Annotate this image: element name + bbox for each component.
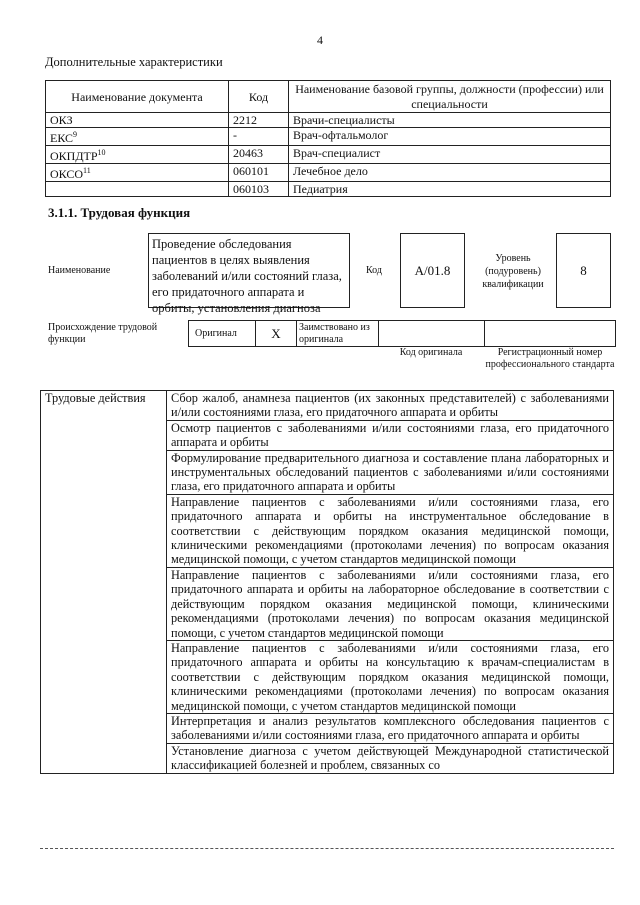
labor-action-item: Формулирование предварительного диагноза и составление плана лабораторных и инструментальных обследований пациентов с заболеваниями и/или состояниями глаза, его придаточного аппарата и орбиты [167, 450, 614, 494]
section-title: 3.1.1. Трудовая функция [48, 205, 191, 220]
table-row [46, 128, 611, 146]
code-original-cell [379, 321, 485, 346]
document-cell [46, 113, 229, 128]
group-name-cell: Педиатрия [289, 182, 611, 197]
code-cell: 20463 [229, 146, 289, 164]
table-header-row [46, 81, 611, 113]
labor-actions-category: Трудовые действия [41, 391, 167, 774]
original-label: Оригинал [189, 321, 256, 346]
document-cell [46, 182, 229, 197]
labor-action-item: Сбор жалоб, анамнеза пациентов (их законных представителей) с заболеваниями и/или состояниями глаза, его придаточного аппарата и орбиты [167, 391, 614, 421]
code-cell: - [229, 128, 289, 146]
document-name: ЕКС [50, 131, 74, 145]
document-cell [46, 146, 229, 164]
origin-label: Происхождение трудовой функции [48, 322, 158, 345]
footnote-ref: 9 [73, 130, 78, 139]
page-cut-line [40, 848, 614, 849]
extra-characteristics-table [45, 80, 611, 197]
labor-action-item: Осмотр пациентов с заболеваниями и/или состояниями глаза, его придаточного аппарата и орбиты [167, 420, 614, 450]
table-row [46, 182, 611, 197]
footnote-ref: 11 [83, 166, 91, 175]
document-name: ОКСО [50, 167, 84, 181]
document-name: ОКПДТР [50, 149, 98, 163]
labor-action-item: Интерпретация и анализ результатов комплексного обследования пациентов с заболеваниями и/или состояниями глаза, его придаточного аппарата и орбиты [167, 713, 614, 743]
function-name-value: Проведение обследования пациентов в целях выявления заболеваний и/или состояний глаза, его придаточного аппарата и орбиты, установления диагноза [148, 233, 350, 308]
table-row [46, 164, 611, 182]
code-label: Код [366, 265, 382, 276]
code-cell: 060101 [229, 164, 289, 182]
reg-number-cell [484, 321, 615, 346]
footnote-ref: 10 [97, 148, 106, 157]
original-mark: X [256, 321, 297, 346]
labor-action-item: Направление пациентов с заболеваниями и/или состояниями глаза, его придаточного аппарата и орбиты на лабораторное обследование в соответствии с действующим порядком оказания медицинской помощи, клиническими рекомендациями (протоколами лечения) по вопросам оказания медицинской помощи, с учетом стандартов медицинской помощи [167, 567, 614, 640]
labor-actions-table [40, 390, 614, 774]
function-code-value: A/01.8 [400, 233, 465, 308]
labor-action-item: Направление пациентов с заболеваниями и/или состояниями глаза, его придаточного аппарата и орбиты на консультацию к врачам-специалистам в соответствии с действующим порядком оказания медицинской помощи, клиническими рекомендациями (протоколами лечения) по вопросам оказания медицинской помощи, с учетом стандартов медицинской помощи [167, 640, 614, 713]
labor-action-item: Установление диагноза с учетом действующей Международной статистической классификацией болезней и проблем, связанных со [167, 743, 614, 773]
group-name-cell: Врач-офтальмолог [289, 128, 611, 146]
extra-characteristics-heading: Дополнительные характеристики [45, 55, 223, 69]
group-name-cell: Лечебное дело [289, 164, 611, 182]
origin-row [188, 320, 616, 347]
table-row [46, 113, 611, 128]
code-cell: 060103 [229, 182, 289, 197]
level-value: 8 [556, 233, 611, 308]
reg-number-label: Регистрационный номер профессионального стандарта [485, 347, 615, 370]
labor-action-item: Направление пациентов с заболеваниями и/или состояниями глаза, его придаточного аппарата и орбиты на инструментальное обследование в соответствии с действующим порядком оказания медицинской помощи, клиническими рекомендациями (протоколами лечения) по вопросам оказания медицинской помощи, с учетом стандартов медицинской помощи [167, 494, 614, 567]
table-row [41, 391, 614, 421]
document-cell [46, 128, 229, 146]
level-label: Уровень (подуровень) квалификации [482, 253, 544, 290]
code-cell: 2212 [229, 113, 289, 128]
borrowed-label: Заимствовано из оригинала [296, 321, 379, 346]
table-row [46, 146, 611, 164]
code-original-label: Код оригинала [399, 347, 463, 358]
group-name-cell: Врач-специалист [289, 146, 611, 164]
header-code: Код [229, 81, 289, 113]
document-name: ОКЗ [50, 113, 73, 127]
header-group-name: Наименование базовой группы, должности (профессии) или специальности [289, 81, 611, 113]
page-number: 4 [317, 33, 323, 47]
name-label: Наименование [48, 265, 111, 276]
group-name-cell: Врачи-специалисты [289, 113, 611, 128]
header-document: Наименование документа [46, 81, 229, 113]
document-cell [46, 164, 229, 182]
